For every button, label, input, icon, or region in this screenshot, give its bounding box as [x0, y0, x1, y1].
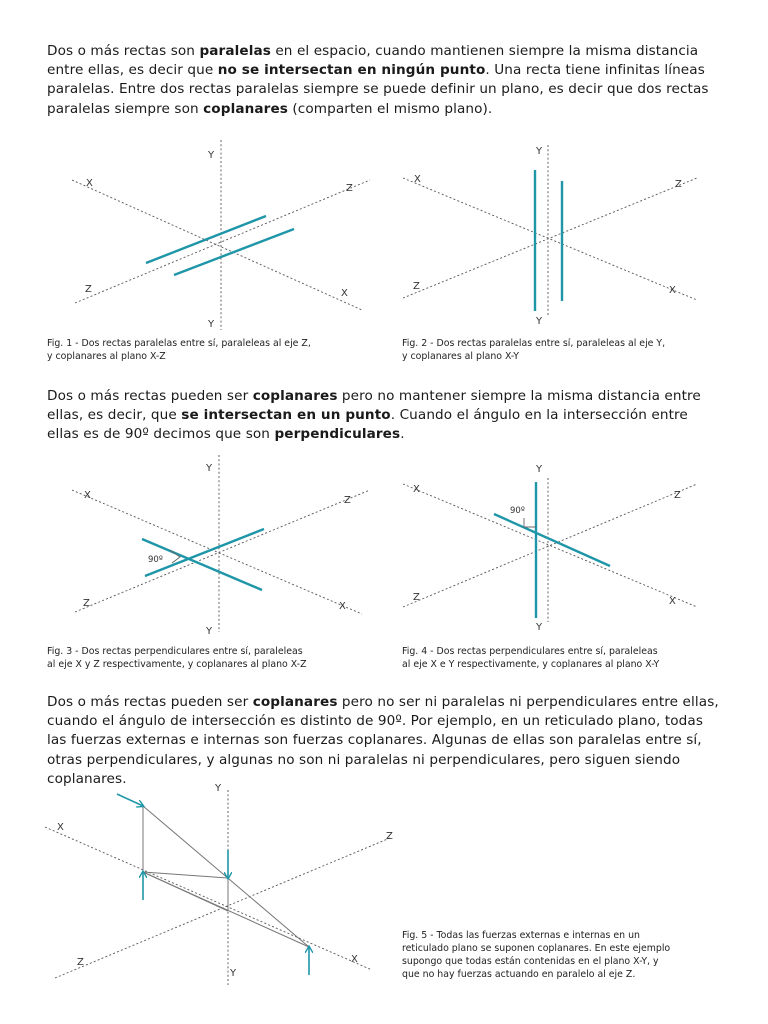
- axis-label-z: Z: [344, 495, 351, 506]
- caption-fig5: Fig. 5 - Todas las fuerzas externas e internas en un reticulado plano se suponen coplanares. En este ejemplo supongo que todas están contenidas en el plano X-Y, y que no hay fuerzas actuando en paralelo al eje Z.: [402, 930, 671, 980]
- force-arrow: [117, 794, 143, 806]
- text: Dos o más rectas pueden ser: [47, 694, 253, 710]
- line-parallel-z: [145, 529, 264, 576]
- bold-term: coplanares: [203, 100, 288, 117]
- axis-label-z: Z: [413, 281, 420, 292]
- axis-label-x: X: [413, 484, 420, 495]
- axis-label-z: Z: [386, 831, 393, 842]
- axis-label-x: X: [341, 288, 348, 299]
- bold-term: no se intersectan en ningún punto: [217, 62, 486, 79]
- axis-label-z: Z: [83, 598, 90, 609]
- axis-label-x: X: [351, 954, 358, 965]
- figure-5-diagram: [40, 775, 393, 990]
- text: . Cuando el ángulo en la intersección entre ellas es de 90º decimos que son: [47, 407, 688, 443]
- caption-fig4: Fig. 4 - Dos rectas perpendiculares entre sí, paraleleas al eje X e Y respectivamente, y coplanares al plano X-Y: [402, 646, 660, 670]
- axis-label-y: Y: [206, 626, 213, 637]
- figure-4-diagram: [395, 455, 725, 650]
- text: Dos o más rectas pueden ser: [47, 388, 253, 404]
- text: pero no ser ni paralelas ni perpendiculares entre ellas, cuando el ángulo de intersección es distinto de 90º. Por ejemplo, en un reticulado plano, todas las fuerzas externas e internas son fuerzas coplanares. Algunas de ellas son paralelas entre sí, otras perpendiculares, y algunas no son ni paralelas ni perpendiculares, pero siguen siendo coplanares.: [47, 694, 719, 787]
- x-axis: [72, 180, 362, 310]
- axis-label-z: Z: [674, 490, 681, 501]
- axis-label-y: Y: [536, 316, 543, 327]
- axis-label-x: X: [339, 601, 346, 612]
- axis-label-x: X: [86, 178, 93, 189]
- truss-member: [143, 872, 228, 911]
- axis-label-z: Z: [85, 284, 92, 295]
- axis-label-y: Y: [208, 319, 215, 330]
- text: Dos o más rectas son: [47, 43, 200, 59]
- parallel-line-2: [174, 229, 294, 275]
- text: . Una recta tiene infinitas líneas paralelas. Entre dos rectas paralelas siempre se puede definir un plano, es decir que dos rectas paralelas siempre son: [47, 62, 709, 117]
- figure-2-diagram: [395, 140, 725, 335]
- caption-fig1: Fig. 1 - Dos rectas paralelas entre sí, paraleleas al eje Z, y coplanares al plano X-Z: [47, 338, 311, 362]
- axis-label-y: Y: [230, 968, 237, 979]
- axis-label-x: X: [669, 596, 676, 607]
- axis-label-x: X: [57, 822, 64, 833]
- z-axis: [75, 490, 370, 612]
- bold-term: coplanares: [252, 388, 338, 404]
- text: .: [400, 426, 405, 443]
- line-parallel-x: [494, 514, 610, 566]
- truss-outer: [143, 806, 309, 947]
- bold-term: coplanares: [252, 694, 338, 710]
- caption-fig2: Fig. 2 - Dos rectas paralelas entre sí, paraleleas al eje Y, y coplanares al plano X-Y: [402, 338, 666, 362]
- x-axis: [45, 827, 372, 970]
- bold-term: paralelas: [199, 43, 271, 59]
- angle-label: 90º: [510, 506, 525, 516]
- axis-label-y: Y: [208, 150, 215, 161]
- axis-label-z: Z: [675, 179, 682, 190]
- axis-label-x: X: [414, 174, 421, 185]
- truss-member: [143, 872, 228, 878]
- z-axis: [75, 180, 370, 303]
- caption-fig3: Fig. 3 - Dos rectas perpendiculares entre sí, paraleleas al eje X y Z respectivamente, y coplanares al plano X-Z: [47, 646, 307, 670]
- axis-label-y: Y: [215, 783, 222, 794]
- axis-label-y: Y: [206, 463, 213, 474]
- paragraph-parallel: [47, 42, 723, 119]
- right-angle-mark: [524, 518, 536, 527]
- figure-1-diagram: [40, 140, 380, 335]
- parallel-line-1: [146, 216, 266, 263]
- axis-label-y: Y: [536, 622, 543, 633]
- text: en el espacio, cuando mantienen siempre la misma distancia entre ellas, es decir que: [47, 43, 699, 79]
- axis-label-z: Z: [413, 592, 420, 603]
- figure-3-diagram: [40, 455, 380, 650]
- axis-label-y: Y: [536, 146, 543, 157]
- text: pero no mantener siempre la misma distancia entre ellas, es decir, que: [47, 388, 701, 424]
- bold-term: se intersectan en un punto: [181, 407, 391, 424]
- angle-label: 90º: [148, 555, 163, 565]
- axis-label-z: Z: [346, 183, 353, 194]
- paragraph-perpendicular: [47, 387, 723, 445]
- bold-term: perpendiculares: [274, 426, 401, 443]
- text: (comparten el mismo plano).: [287, 100, 493, 117]
- axis-label-x: X: [669, 285, 676, 296]
- axis-label-z: Z: [77, 957, 84, 968]
- axis-label-y: Y: [536, 464, 543, 475]
- axis-label-x: X: [84, 490, 91, 501]
